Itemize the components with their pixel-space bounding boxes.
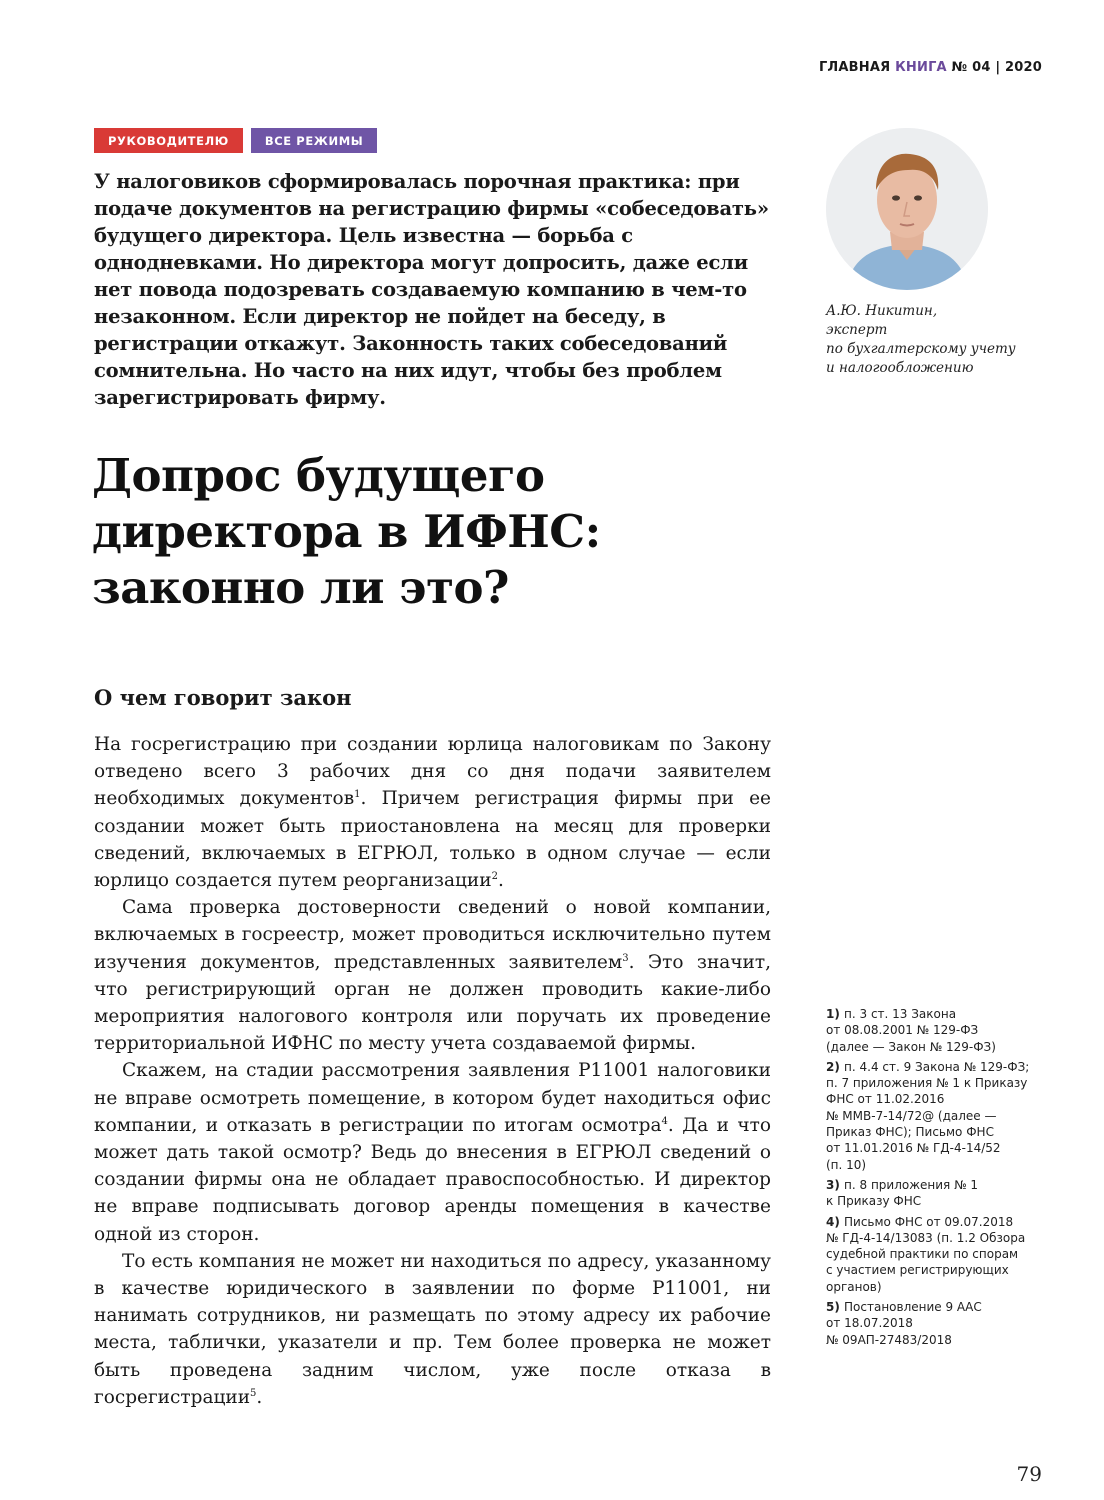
footnote-ref: 3 xyxy=(622,952,629,964)
footnote-number: 5) xyxy=(826,1300,845,1315)
paragraph-text: . xyxy=(497,870,504,892)
footnote-item xyxy=(826,1214,1076,1295)
paragraph-text: На госрегистрацию при создании юрлица налоговикам по Закону отведено всего 3 рабочих дня со дня подачи заявителем необходимых документов xyxy=(94,734,771,810)
footnote-ref: 5 xyxy=(250,1387,257,1399)
title-line: Допрос будущего xyxy=(92,449,545,502)
tag-all-regimes: ВСЕ РЕЖИМЫ xyxy=(251,128,377,153)
paragraph-text: Сама проверка достоверности сведений о новой компании, включаемых в госреестр, может проводиться исключительно путем изучения документов, представленных заявителем xyxy=(94,897,771,973)
body-paragraph xyxy=(94,731,771,894)
footnote-text: п. 3 ст. 13 Закона от 08.08.2001 № 129-ФЗ (далее — Закон № 129-ФЗ) xyxy=(826,1007,996,1054)
expert-role-line2: по бухгалтерскому учету xyxy=(826,341,1016,357)
title-line: законно ли это? xyxy=(92,561,509,614)
expert-role: эксперт xyxy=(826,322,888,338)
footnotes xyxy=(826,1006,1076,1352)
footnote-number: 3) xyxy=(826,1177,845,1192)
expert-role-line3: и налогообложению xyxy=(826,360,974,376)
footnote-text: п. 8 приложения № 1 к Приказу ФНС xyxy=(826,1177,979,1209)
footnote-text: Постановление 9 ААС от 18.07.2018 № 09АП-27483/2018 xyxy=(826,1300,982,1347)
footnote-item xyxy=(826,1177,1076,1210)
paragraph-text: Скажем, на стадии рассмотрения заявления Р11001 налоговики не вправе осмотреть помещение, в котором будет находиться офис компании, и отказать в регистрации по итогам осмотра xyxy=(94,1060,771,1136)
footnote-item xyxy=(826,1059,1076,1173)
article-title xyxy=(92,448,792,616)
magazine-name-accent: КНИГА xyxy=(895,60,947,75)
category-tags xyxy=(94,128,377,153)
expert-photo xyxy=(826,128,988,290)
title-line: директора в ИФНС: xyxy=(92,505,601,558)
footnote-ref: 2 xyxy=(491,871,498,883)
footnote-ref: 4 xyxy=(661,1115,668,1127)
paragraph-text: То есть компания не может ни находиться по адресу, указанному в качестве юридического в заявлении по форме Р11001, ни нанимать сотрудников, ни размещать по этому адресу их рабочие места, таблички, указатели и пр. Тем более проверка не может быть проведена задним числом, уже после отказа в госрегистрации xyxy=(94,1250,771,1408)
lead-paragraph: У налоговиков сформировалась порочная практика: при подаче документов на регистрацию фирмы «собеседовать» будущего директора. Цель известна — борьба с однодневками. Но директора могут допросить, даже если нет повода подозревать создаваемую компанию в чем-то незаконном. Если директор не пойдет на беседу, в регистрации откажут. Законность таких собеседований сомнительна. Но часто на них идут, чтобы без проблем зарегистрировать фирму. xyxy=(94,170,769,409)
footnote-number: 2) xyxy=(826,1059,845,1074)
body-paragraph xyxy=(94,1057,771,1247)
footnote-number: 4) xyxy=(826,1214,845,1229)
expert-name: А.Ю. Никитин, xyxy=(826,303,938,319)
footnote-text: п. 4.4 ст. 9 Закона № 129-ФЗ; п. 7 приложения № 1 к Приказу ФНС от 11.02.2016 № ММВ-7-14/72@ (далее — Приказ ФНС); Письмо ФНС от 11.01.2016 № ГД-4-14/52 (п. 10) xyxy=(826,1059,1030,1172)
body-paragraph xyxy=(94,894,771,1057)
magazine-name: ГЛАВНАЯ xyxy=(818,60,891,75)
footnote-item xyxy=(826,1299,1076,1348)
article-body xyxy=(94,731,771,1411)
section-heading: О чем говорит закон xyxy=(94,685,352,710)
body-paragraph xyxy=(94,1248,771,1411)
expert-caption xyxy=(826,302,1066,378)
footnote-number: 1) xyxy=(826,1007,845,1021)
person-portrait-icon xyxy=(826,128,988,290)
footnote-ref: 1 xyxy=(354,789,361,801)
page-number: 79 xyxy=(1016,1462,1042,1486)
paragraph-text: . xyxy=(256,1386,263,1408)
magazine-header xyxy=(819,60,1042,75)
paragraph-text: . Причем регистрация фирмы при ее создании может быть приостановлена на месяц для проверки сведений, включаемых в ЕГРЮЛ, только в одном случае — если юрлицо создается путем реорганизации xyxy=(94,788,771,892)
footnote-item xyxy=(826,1006,1076,1055)
footnote-text: Письмо ФНС от 09.07.2018 № ГД-4-14/13083 (п. 1.2 Обзора судебной практики по спорам с участием регистрирующих органов) xyxy=(826,1214,1026,1294)
issue-number: № 04 | 2020 xyxy=(951,60,1042,75)
paragraph-text: . Да и что может дать такой осмотр? Ведь до внесения в ЕГРЮЛ сведений о создании фирмы она не обладает правоспособностью. И директор не вправе подписывать договор аренды помещения в качестве одной из сторон. xyxy=(94,1114,771,1245)
paragraph-text: . Это значит, что регистрирующий орган не должен проводить какие-либо мероприятия налогового контроля или поручать их проведение территориальной ИФНС по месту учета создаваемой фирмы. xyxy=(94,951,772,1055)
tag-manager: РУКОВОДИТЕЛЮ xyxy=(94,128,243,153)
